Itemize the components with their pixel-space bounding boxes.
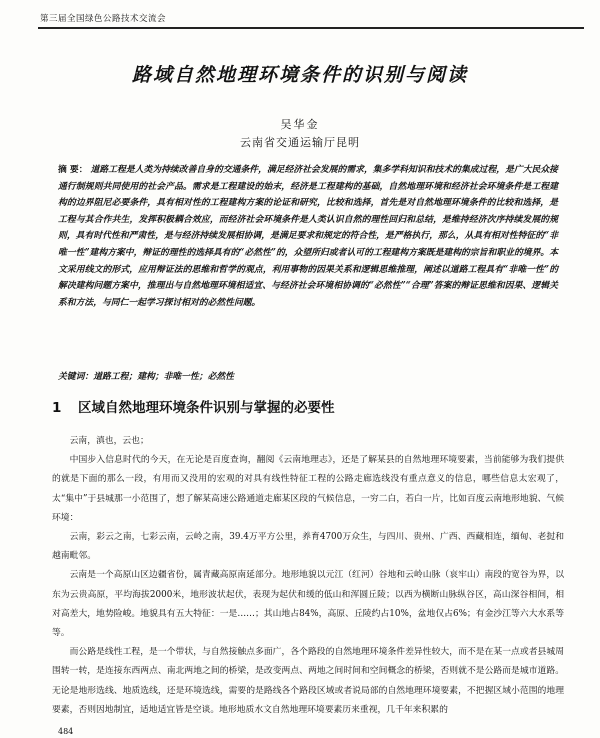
running-header: 第三届全国绿色公路技术交流会 <box>40 14 167 24</box>
keywords <box>58 370 558 384</box>
section-title: 区域自然地理环境条件识别与掌握的必要性 <box>78 400 335 416</box>
author-name: 吴华金 <box>280 118 320 131</box>
keywords-label: 关键词： <box>58 372 94 382</box>
paper-title: 路域自然地理环境条件的识别与阅读 <box>131 64 468 86</box>
paragraph: 云南，彩云之南，七彩云南，云岭之南，39.4万平方公里，养育4700万众生，与四川、贵州、广西、西藏相连，缅甸、老挝和越南毗邻。 <box>52 532 564 562</box>
paragraph: 云南是一个高原山区边疆省份，属青藏高原南延部分。地形地貌以元江（红河）谷地和云岭山脉（哀牢山）南段的宽谷为界，以东为云贵高原，平均海拔2000米，地形波状起伏，表现为起伏和缓的低山和浑圆丘陵；以西为横断山脉纵谷区，高山深谷相间，相对高差大，地势险峻。地貌具有五大特征：一是……；其山地占84%，高原、丘陵约占10%，盆地仅占6%；有金沙江等六大水系等等。 <box>52 570 564 639</box>
body-text <box>52 432 564 720</box>
abstract-label: 摘 要： <box>58 165 88 175</box>
paragraph: 中国步入信息时代的今天，在无论是百度查询，翻阅《云南地理志》，还是了解某县的自然地理环境要素，当前能够为我们提供的就是下面的那么一段，有用而又没用的宏观的对具有线性特征工程的公路走廊选线没有重点意义的信息，哪些信息太宏观了，太“集中”于县城那一小范围了，想了解某高速公路通道走廊某区段的气候信息，一穷二白，若白一片，比如百度云南地形地貌、气候环境： <box>52 455 564 523</box>
section-number: 1 <box>52 400 62 416</box>
abstract-text: 道路工程是人类为持续改善自身的交通条件，满足经济社会发展的需求，集多学科知识和技术的集成过程，是广大民众接通行制规则共同使用的社会产品。需求是工程建设的始末，经济是工程建构的基础，自然地理环境和经济社会环境条件是工程建构的边界阻尼必要条件，具有相对性的工程建构方案的论证和研究，比较和选择，首先是对自然地理环境条件的比较和选择，是工程与其合作共生，发挥积极耦合效应，而经济社会环境条件是人类认识自然的理性回归和总结，是维持经济次序持续发展的规则，具有时代性和严肃性，是与经济持续发展相协调，是满足要求和规定的符合性，是严格执行，那么，从具有相对性特征的“非唯一性”建构方案中，辩证的理性的选择具有的“必然性”的，众望所归或者认可的工程建构方案既是建构的宗旨和职业的境界。本文采用线文的形式，应用辩证法的思维和哲学的观点，利用事物的因果关系和逻辑思维推理，阐述以道路工程具有“非唯一性”的解决建构问题方案中，推理出与自然地理环境相适宜、与经济社会环境相协调的“必然性”“合理”答案的辩证思维和因果、逻辑关系和方法，与同仁一起学习探讨相对的必然性问题。 <box>58 165 558 308</box>
section-heading <box>52 396 572 416</box>
paragraph: 而公路是线性工程，是一个带状，与自然接触点多面广，各个路段的自然地理环境条件差异性较大，而不是在某一点或者县城周围转一转，是连接东西两点、南北两地之间的桥梁，是改变两点、两地之间时间和空间概念的桥梁，否则就不是公路而是城市道路。无论是地形选线、地质选线，还是环境选线，需要的是路线各个路段区域或者说局部的自然地理环境要素，不把握区域小范围的地理要素，否则因地制宜，适地适宜皆是空谈。地形地质水文自然地理环境要素历来重视，几千年来积累的 <box>52 647 564 715</box>
author-affiliation: 云南省交通运输厅昆明 <box>240 136 360 149</box>
paragraph: 云南，滇也，云也； <box>69 436 149 446</box>
page-number: 484 <box>58 727 74 736</box>
keywords-text: 道路工程；建构；非唯一性；必然性 <box>93 372 234 382</box>
header-rule <box>38 27 584 29</box>
abstract <box>58 162 558 311</box>
